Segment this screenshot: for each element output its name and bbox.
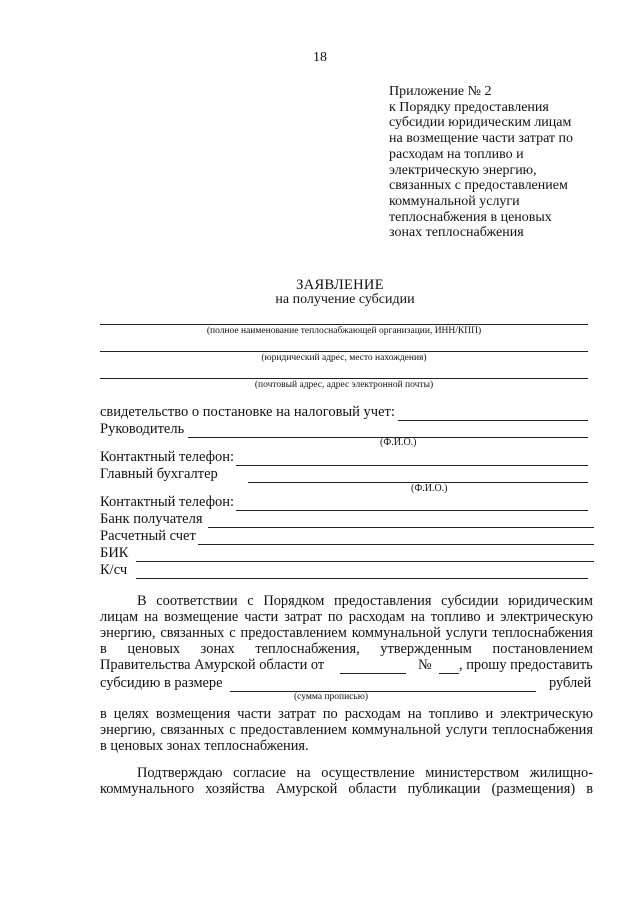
consent-line-2: коммунального хозяйства Амурской области публикации (размещения) в	[100, 781, 593, 797]
appendix-line: коммунальной услуги	[389, 193, 520, 209]
body-line-7: в целях возмещения части затрат по расходам на топливо и электрическую	[100, 706, 593, 722]
appendix-line: расходам на топливо и	[389, 146, 524, 162]
legal-address-line[interactable]	[100, 351, 588, 352]
appendix-line: Приложение № 2	[389, 84, 492, 99]
body-line-8: энергию, связанных с предоставлением коммунальной услуги теплоснабжения	[100, 722, 593, 738]
head-label: Руководитель	[100, 421, 185, 437]
appendix-line: к Порядку предоставления	[389, 99, 549, 115]
body-line-6-suffix: рублей	[549, 675, 592, 691]
bank-line[interactable]	[208, 527, 594, 528]
head-fio-caption: (Ф.И.О.)	[380, 437, 417, 448]
consent-line-1: Подтверждаю согласие на осуществление министерством жилищно-	[137, 765, 593, 781]
legal-address-caption: (юридический адрес, место нахождения)	[261, 353, 427, 363]
page-number: 18	[313, 50, 327, 65]
postal-address-caption: (почтовый адрес, адрес электронной почты)	[254, 380, 434, 390]
head-phone-line[interactable]	[236, 465, 588, 466]
appendix-line: теплоснабжения в ценовых	[389, 209, 552, 225]
body-line-1: В соответствии с Порядком предоставления субсидии юридическим	[137, 593, 593, 609]
bik-line[interactable]	[136, 561, 594, 562]
bik-label: БИК	[100, 545, 129, 561]
org-name-caption: (полное наименование теплоснабжающей организации, ИНН/КПП)	[206, 326, 482, 336]
body-line-4-text: в ценовых зонах теплоснабжения, утвержденным постановлением	[100, 641, 593, 657]
corr-account-line[interactable]	[136, 578, 588, 579]
accountant-phone-label: Контактный телефон:	[100, 494, 235, 510]
appendix-line: связанных с предоставлением	[389, 178, 568, 194]
amount-words-caption: (сумма прописью)	[294, 692, 368, 702]
body-line-4	[100, 642, 593, 658]
body-line-5-number: №	[418, 657, 432, 673]
account-label: Расчетный счет	[100, 528, 196, 544]
body-line-5-suffix: , прошу предоставить	[459, 657, 593, 673]
account-line[interactable]	[198, 544, 594, 545]
appendix-line: электрическую энергию,	[389, 162, 537, 178]
document-subtitle: на получение субсидии	[275, 292, 415, 307]
bank-label: Банк получателя	[100, 511, 203, 527]
appendix-line: зонах теплоснабжения	[389, 225, 524, 241]
document-title: ЗАЯВЛЕНИЕ	[296, 277, 384, 293]
corr-account-label: К/сч	[100, 562, 128, 578]
tax-certificate-line[interactable]	[398, 420, 588, 421]
subsidy-amount-line[interactable]	[230, 691, 536, 692]
body-line-9: в ценовых зонах теплоснабжения.	[100, 738, 309, 754]
body-line-5-prefix: Правительства Амурской области от	[100, 657, 325, 673]
appendix-line: на возмещение части затрат по	[389, 131, 574, 147]
tax-certificate-label: свидетельство о постановке на налоговый учет:	[100, 404, 395, 420]
accountant-fio-caption: (Ф.И.О.)	[411, 483, 448, 494]
appendix-line: субсидии юридическим лицам	[389, 115, 572, 131]
accountant-phone-line[interactable]	[236, 510, 588, 511]
body-line-2: лицам на возмещение части затрат по расходам на топливо и электрическую	[100, 609, 593, 625]
head-phone-label: Контактный телефон:	[100, 449, 235, 465]
resolution-date-line[interactable]	[340, 673, 406, 674]
body-line-3: энергию, связанных с предоставлением коммунальной услуги теплоснабжения	[100, 625, 593, 641]
resolution-number-line[interactable]	[439, 673, 459, 674]
body-line-6-prefix: субсидию в размере	[100, 675, 223, 691]
chief-accountant-label: Главный бухгалтер	[100, 466, 218, 482]
appendix-block	[389, 84, 619, 241]
org-name-line[interactable]	[100, 324, 588, 325]
postal-address-line[interactable]	[100, 378, 588, 379]
